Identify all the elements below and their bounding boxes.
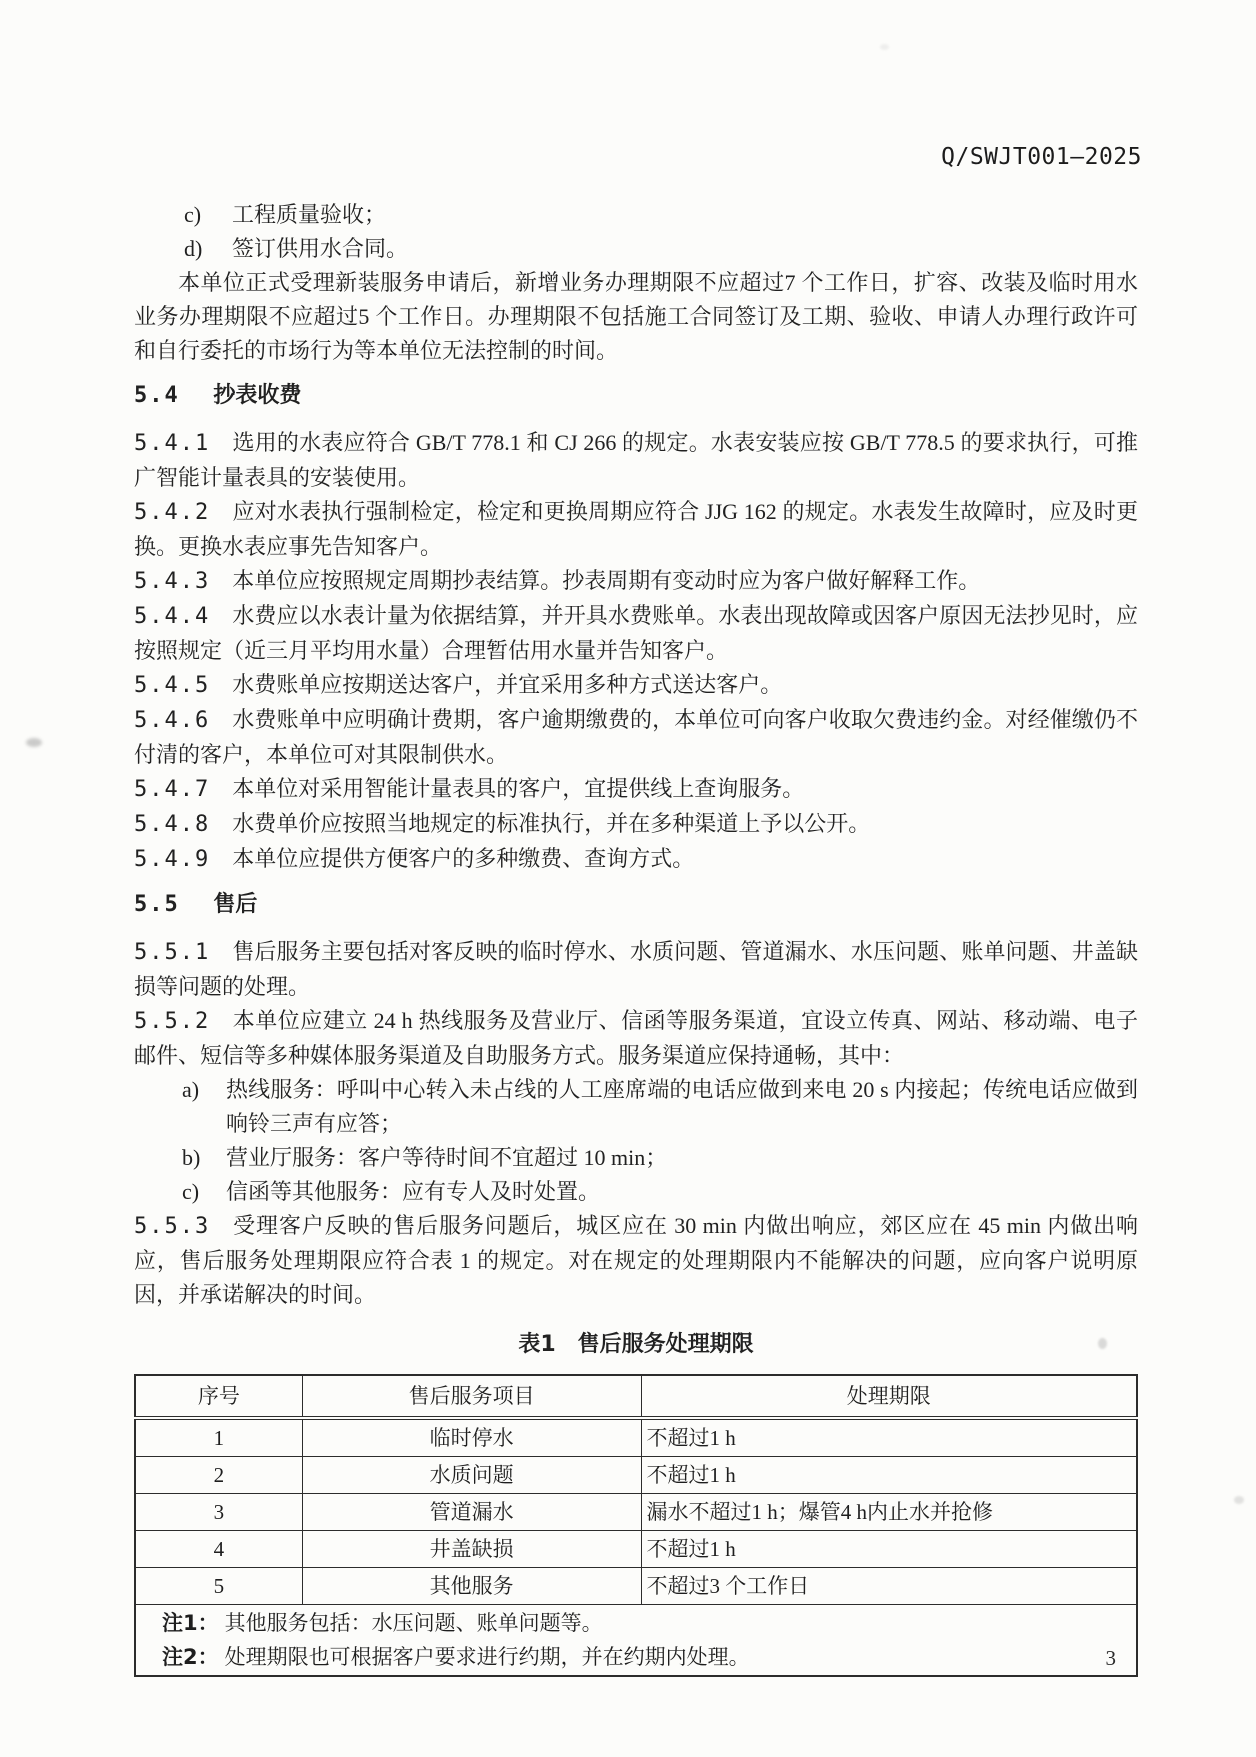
clause-5-4-1 [134,426,1138,495]
table-header-row [135,1375,1137,1418]
sub-list-item-c [134,1175,1138,1209]
clause-number: 5.4.2 [134,500,211,525]
list-text: 营业厅服务：客户等待时间不宜超过 10 min； [226,1145,668,1170]
doc-standard-number: Q/SWJT001—2025 [941,144,1142,170]
clause-5-4-4 [134,599,1138,668]
section-number: 5.5 [134,892,180,917]
clause-number: 5.4.4 [134,604,211,629]
list-marker: c) [184,202,202,227]
clause-5-4-5 [134,668,1138,703]
clause-number: 5.5.1 [134,940,211,965]
clause-5-4-2 [134,495,1138,564]
intro-paragraph: 本单位正式受理新装服务申请后，新增业务办理期限不应超过7 个工作日，扩容、改装及临时用水业务办理期限不应超过5 个工作日。办理期限不包括施工合同签订及工期、验收、申请人办理行政许可和自行委托的市场行为等本单位无法控制的时间。 [134,270,1138,363]
cell-term: 不超过3 个工作日 [641,1568,1137,1605]
clause-number: 5.4.9 [134,847,211,872]
scan-artifact [26,738,42,747]
section-heading-5-5 [134,888,1138,922]
clause-5-5-2 [134,1004,1138,1073]
scan-artifact [1234,1496,1244,1504]
page-number: 3 [1105,1646,1116,1670]
clause-text: 水费账单应按期送达客户，并宜采用多种方式送达客户。 [232,672,783,697]
clause-5-5-3 [134,1209,1138,1312]
clause-number: 5.4.1 [134,431,211,456]
clause-5-4-7 [134,772,1138,807]
clause-text: 水费账单中应明确计费期，客户逾期缴费的，本单位可向客户收取欠费违约金。对经催缴仍不付清的客户，本单位可对其限制供水。 [134,707,1138,767]
cell-seq: 4 [135,1531,302,1568]
cell-service-item: 水质问题 [302,1457,641,1494]
clause-text: 本单位对采用智能计量表具的客户，宜提供线上查询服务。 [232,776,805,801]
document-body [134,0,1138,1677]
cell-seq: 3 [135,1494,302,1531]
section-heading-5-4 [134,379,1138,413]
list-text: 热线服务：呼叫中心转入未占线的人工座席端的电话应做到来电 20 s 内接起；传统电话应做到响铃三声有应答； [226,1077,1138,1136]
table-notes-row [135,1605,1137,1677]
list-item-d [134,232,1138,266]
cell-term: 不超过1 h [641,1418,1137,1457]
note-label: 注1： [162,1611,219,1635]
cell-service-item: 临时停水 [302,1418,641,1457]
clause-number: 5.4.8 [134,812,211,837]
table-row [135,1457,1137,1494]
clause-5-4-8 [134,807,1138,842]
list-marker: a) [182,1077,200,1102]
table-row [135,1531,1137,1568]
clause-text: 售后服务主要包括对客反映的临时停水、水质问题、管道漏水、水压问题、账单问题、井盖缺损等问题的处理。 [134,939,1138,999]
clause-number: 5.4.5 [134,673,211,698]
sub-list-item-b [134,1141,1138,1175]
clause-number: 5.4.7 [134,777,211,802]
clause-text: 受理客户反映的售后服务问题后，城区应在 30 min 内做出响应，郊区应在 45 min 内做出响应，售后服务处理期限应符合表 1 的规定。对在规定的处理期限内不能解决的问题，应向客户说明原因，并承诺解决的时间。 [134,1213,1138,1307]
list-text: 工程质量验收； [232,202,387,227]
section-title: 抄表收费 [213,383,302,408]
note-text: 处理期限也可根据客户要求进行约期，并在约期内处理。 [224,1645,750,1669]
table-note-1 [162,1606,1126,1640]
table-row [135,1494,1137,1531]
list-marker: c) [182,1179,200,1204]
note-label: 注2： [162,1645,219,1669]
clause-text: 本单位应提供方便客户的多种缴费、查询方式。 [232,846,695,871]
clause-number: 5.4.3 [134,569,211,594]
clause-number: 5.5.2 [134,1009,211,1034]
clause-text: 应对水表执行强制检定，检定和更换周期应符合 JJG 162 的规定。水表发生故障时，应及时更换。更换水表应事先告知客户。 [134,499,1138,559]
cell-seq: 5 [135,1568,302,1605]
list-marker: d) [184,236,203,261]
after-sales-service-table [134,1374,1138,1677]
table-notes-cell [135,1605,1137,1677]
table-row [135,1418,1137,1457]
clause-number: 5.4.6 [134,708,211,733]
list-text: 签订供用水合同。 [232,236,409,261]
cell-term: 漏水不超过1 h；爆管4 h内止水并抢修 [641,1494,1137,1531]
list-item-c [134,198,1138,232]
column-header-term: 处理期限 [641,1375,1137,1418]
clause-text: 本单位应建立 24 h 热线服务及营业厅、信函等服务渠道，宜设立传真、网站、移动端、电子邮件、短信等多种媒体服务渠道及自助服务方式。服务渠道应保持通畅，其中： [134,1008,1138,1068]
cell-service-item: 其他服务 [302,1568,641,1605]
clause-5-5-1 [134,935,1138,1004]
list-marker: b) [182,1145,201,1170]
clause-5-4-3 [134,564,1138,599]
cell-service-item: 井盖缺损 [302,1531,641,1568]
table-title: 表1 售后服务处理期限 [518,1332,754,1357]
cell-seq: 1 [135,1418,302,1457]
list-text: 信函等其他服务：应有专人及时处置。 [226,1179,601,1204]
cell-seq: 2 [135,1457,302,1494]
sub-list-item-a [134,1073,1138,1141]
cell-term: 不超过1 h [641,1531,1137,1568]
cell-service-item: 管道漏水 [302,1494,641,1531]
table-row [135,1568,1137,1605]
table-note-2 [162,1640,1126,1674]
column-header-service-item: 售后服务项目 [302,1375,641,1418]
clause-5-4-9 [134,842,1138,877]
column-header-seq: 序号 [135,1375,302,1418]
cell-term: 不超过1 h [641,1457,1137,1494]
note-text: 其他服务包括：水压问题、账单问题等。 [224,1611,603,1635]
section-title: 售后 [213,892,258,917]
clause-text: 本单位应按照规定周期抄表结算。抄表周期有变动时应为客户做好解释工作。 [232,568,981,593]
section-number: 5.4 [134,383,180,408]
clause-text: 水费单价应按照当地规定的标准执行，并在多种渠道上予以公开。 [232,811,871,836]
clause-text: 选用的水表应符合 GB/T 778.1 和 CJ 266 的规定。水表安装应按 GB/T 778.5 的要求执行，可推广智能计量表具的安装使用。 [134,430,1138,490]
clause-number: 5.5.3 [134,1214,211,1239]
clause-text: 水费应以水表计量为依据结算，并开具水费账单。水表出现故障或因客户原因无法抄见时，应按照规定（近三月平均用水量）合理暂估用水量并告知客户。 [134,603,1138,663]
clause-5-4-6 [134,703,1138,772]
